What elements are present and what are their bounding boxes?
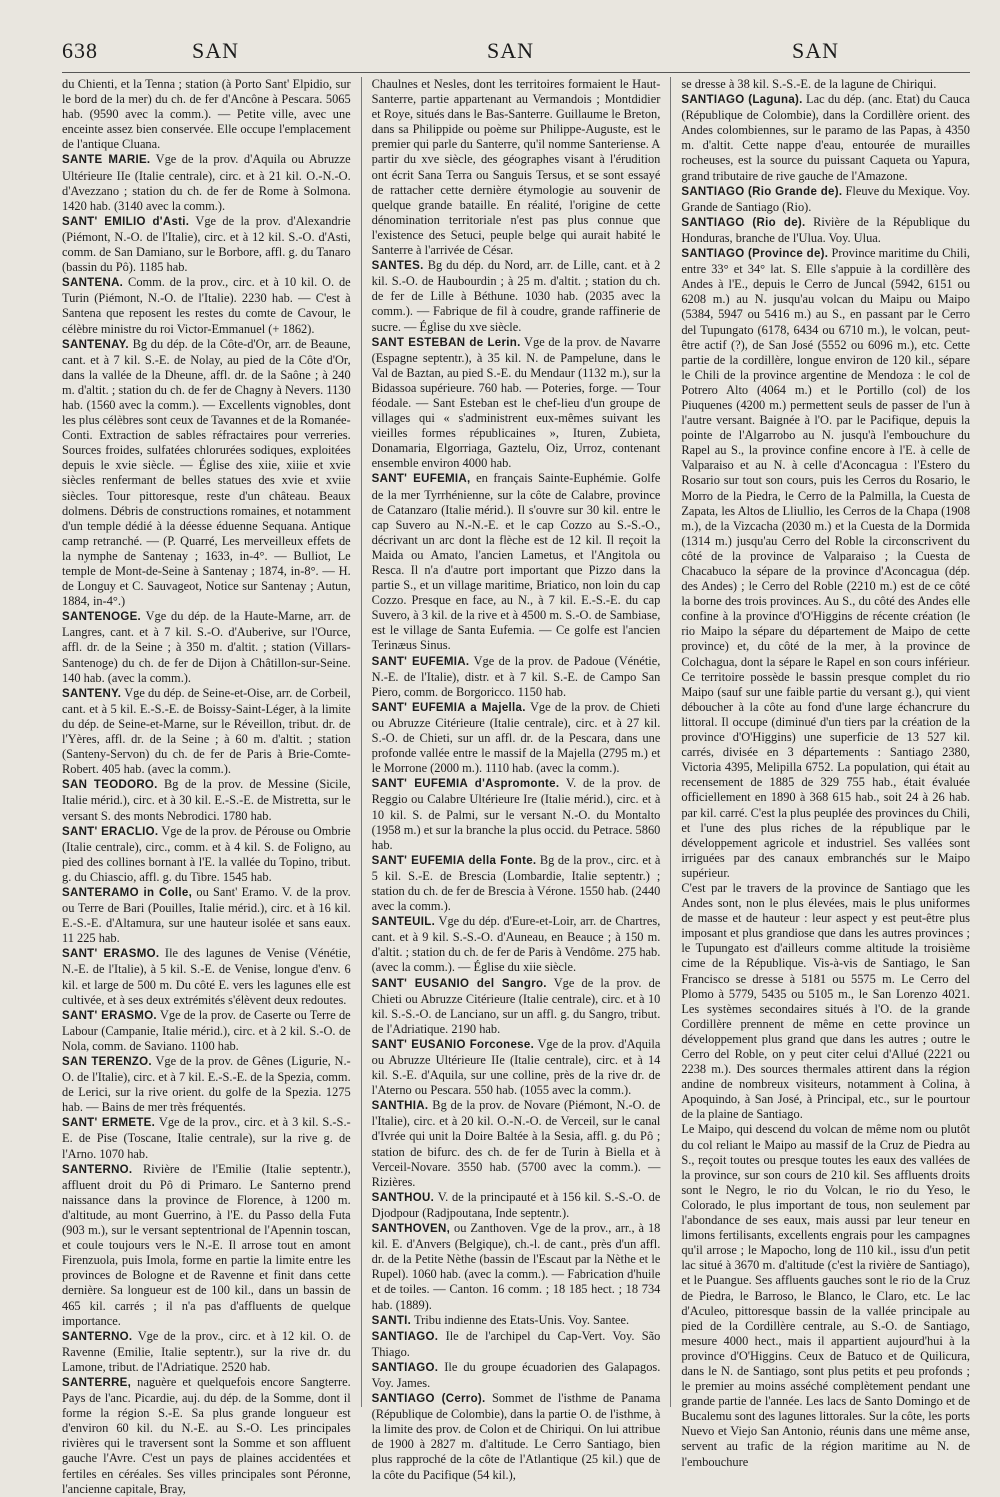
- entry-headword: SANTIAGO.: [371, 1361, 439, 1374]
- entry-headword: SANTIAGO (Rio de).: [681, 216, 806, 229]
- dictionary-entry: [372, 853, 661, 914]
- entry-headword: SANTIAGO (Rio Grande de).: [681, 185, 843, 198]
- entry-headword: SAN TERENZO.: [62, 1056, 152, 1068]
- entry-text: Bg de la prov., circ. et à 5 kil. S.-E. de Brescia (Lombardie, Italie septentr.) ; station du ch. de fer de Brescia à Vérone. 1550 hab. (2440 avec la comm.).: [371, 852, 661, 914]
- entry-headword: SANTENAY.: [62, 338, 129, 351]
- entry-headword: SANTHOU.: [371, 1191, 435, 1204]
- entry-text: Vge de la prov., circ. et à 3 kil. S.-S.-E. de Pise (Toscane, Italie centrale), sur la rive g. de l'Arno. 1070 hab.: [62, 1115, 351, 1161]
- dictionary-entry: [372, 700, 661, 776]
- running-head-left: SAN: [192, 38, 240, 63]
- entry-text: Vge du dép. de la Haute-Marne, arr. de Langres, cant. et à 7 kil. S.-O. d'Auberive, sur l'Ource, affl. dr. de la Seine ; à 350 m. d'altit. ; station (Villars-Santenoge) du ch. de fer de Dijon à Châtillon-sur-Seine. 140 hab. (avec la comm.).: [62, 609, 351, 685]
- column-divider: [670, 77, 671, 1407]
- entry-text: Vge de la prov., circ. et à 12 kil. O. de Ravenne (Emilie, Italie septentr.), sur la rive dr. du Lamone, tribut. de l'Adriatique. 2520 hab.: [62, 1328, 351, 1374]
- entry-headword: SANTE MARIE.: [62, 154, 151, 167]
- entry-headword: SANTEUIL.: [371, 916, 436, 929]
- entry-headword: SANTERNO.: [62, 1163, 133, 1176]
- dictionary-entry: [62, 885, 351, 946]
- dictionary-entry: [62, 1008, 351, 1054]
- dictionary-entry: [62, 824, 351, 885]
- entry-headword: SANTIAGO (Province de).: [681, 248, 829, 261]
- entry-text: V. de la principauté et à 156 kil. S.-S.-O. de Djodpour (Radjpoutana, Inde septentr.).: [371, 1189, 661, 1220]
- entry-headword: SANT' EUSANIO Forconese.: [371, 1038, 535, 1051]
- page-number: 638: [62, 38, 98, 63]
- dictionary-entry: [62, 777, 351, 823]
- entry-headword: SANT' EUFEMIA della Fonte.: [371, 854, 537, 867]
- entry-text: Ile du groupe écuadorien des Galapagos. Voy. James.: [371, 1359, 661, 1390]
- dictionary-entry: [372, 1037, 661, 1098]
- entry-headword: SANTENY.: [62, 687, 122, 700]
- text-columns: [62, 77, 971, 1496]
- entry-text: Province maritime du Chili, entre 33° et 34° lat. S. Elle s'appuie à la cordillère des Andes à l'E., depuis le Cerro de Juncal (5942, 6151 ou 6208 m.) au N. jusqu'au volcan du Maipu ou Maipo (5384, 5947 ou 5416 m.) au S., en passant par le Cerro del Tupungato (6178, 6434 ou 6710 m.), le volcan, peut-être actif (?), de San José (5552 ou 6096 m.), etc. Cette partie de la cordillère, longue environ de 120 kil., sépare le Chili de la province argentine de Mendoza : le col de Potrero Alto (4064 m.) et le Portillo (col) de los Piuquenes (4200 m.) permettent seuls de passer de l'un à l'autre versant. Baignée à l'O. par le Pacifique, depuis la pointe de l'Algarrobo au N. jusqu'à l'embouchure du Rapel au S., la province confine encore à l'E. à celle de Valparaiso et au N. à celle d'Aconcagua : l'Estero du Rosario sur tout son cours, puis les Cerros du Rosario, le Morro de la Piedra, le Cerro de la Palmilla, la Cuesta de Zapata, les Altos de Lliullio, les Cerros de la Chapa (1908 m.), de la Vizcacha (2030 m.) et la Cuesta de la Dormida (1314 m.) jusqu'au Cerro del Roble la circonscrivent du côté de la province de Valparaiso ; la Cuesta de Chacabuco la sépare de la province d'Aconcagua (dép. des Andes) ; le Cerro del Roble (2210 m.) est de ce côté la borne des trois provinces. Au S., du côté des Andes elle confine à la province d'O'Higgins de récente création (le rio Maipo la sépare du département de Maipo de cette province) et, du côté de la mer, à la province de Colchagua, dont la sépare le Rapel en son cours inférieur. Ce territoire possède le bassin presque complet du rio Maipo (sauf sur une faible partie du versant g.), qui vient déboucher à la côte au fond d'une large échancrure du littoral. Il occupe (diminué d'un tiers par la création de la province d'O'Higgins) une superficie de 13 527 kil. carrés, divisée en 3 départements : Santiago 2380, Victoria 4395, Melipilla 6752. La population, qui était au recensement de 1885 de 329 755 hab., était évaluée officiellement en 1890 à 368 615 hab., soit 24 à 26 hab. par kil. carré. C'est la plus peuplée des provinces du Chili, et l'une des plus riches de la république par le développement agricole et industriel. Ses vallées sont irriguées par des canaux embranchés sur le Maipo supérieur.: [681, 246, 971, 880]
- entry-text: naguère et quelquefois encore Sangterre. Pays de l'anc. Picardie, auj. du dép. de la Somme, dont il forme la région S.-E. Sa plus grande longueur est d'environ 60 kil. du N.-E. au S.-O. Les principales rivières qui le traversent sont la Somme et son affluent gauche l'Avre. C'est un pays de plaines accidentées et fertiles en céréales. Ses villes principales sont Péronne, l'ancienne capitale, Bray,: [62, 1374, 351, 1496]
- dictionary-entry: [62, 686, 351, 778]
- dictionary-entry: [681, 215, 970, 246]
- dictionary-entry: [372, 776, 661, 852]
- entry-text: Chaulnes et Nesles, dont les territoires formaient le Haut-Santerre, partie appartenant au Vermandois ; Montdidier et Roye, situés dans le Bas-Santerre. Guillaume le Breton, dans sa Philippide ou poème sur Philippe-Auguste, est le premier qui parle du Santerre, qu'il nomme Santeriense. A partir du xve siècle, des géographes visant à l'érudition ont écrit Sana Terra ou Sanguis Tersus, et se sont essayé de rattacher cette dernière étymologie au souvenir de quelque grande bataille. En réalité, l'origine de cette dénomination territoriale n'est pas plus connue que l'existence des Setuci, peuple belge qui aurait habité le Santerre à l'arrivée de César.: [371, 77, 661, 258]
- entry-headword: SANT' EUFEMIA a Majella.: [371, 701, 526, 714]
- running-head-right: SAN: [792, 38, 840, 63]
- entry-text: Vge de la prov. de Chieti ou Abruzze Citérieure (Italie centrale), circ. et à 10 kil. S.-S.-O. de Lanciano, sur un affl. g. du Sangro, tribut. de l'Adriatique. 2190 hab.: [371, 975, 661, 1036]
- entry-text: Vge de la prov. de Padoue (Vénétie, N.-E. de l'Italie), distr. et à 7 kil. S.-E. de Campo San Piero, comm. de Borgoricco. 1150 hab.: [371, 653, 661, 699]
- dictionary-entry: [62, 1162, 351, 1329]
- entry-headword: SANT' ERMETE.: [62, 1117, 156, 1130]
- running-head-center: SAN: [487, 38, 535, 63]
- dictionary-entry: [372, 654, 661, 700]
- entry-text: Bg du dép. du Nord, arr. de Lille, cant. et à 2 kil. S.-O. de Haubourdin ; à 25 m. d'altit. ; station du ch. de fer de Lille à Béthune. 1030 hab. (2035 avec la comm.). — Fabrique de fil à coudre, grande raffinerie de sucre. — Église du xve siècle.: [371, 258, 661, 334]
- dictionary-entry: [372, 914, 661, 975]
- entry-text: Bg de la prov. de Messine (Sicile, Italie mérid.), circ. et à 30 kil. E.-S.-E. de Mistretta, sur le versant S. des monts Nebrodici. 1780 hab.: [62, 777, 351, 823]
- column-middle: [371, 77, 661, 1482]
- dictionary-entry: [681, 1122, 970, 1469]
- entry-headword: SANT' ERASMO.: [62, 1009, 157, 1022]
- dictionary-entry: [681, 881, 970, 1123]
- entry-text: Vge de la prov. de Navarre (Espagne septentr.), à 35 kil. N. de Pampelune, dans le Val de Baztan, au pied S.-E. du Mendaur (1132 m.), sur la Bidassoa supérieure. 760 hab. — Poteries, forge. — Tour féodale. — Sant Esteban est le chef-lieu d'un groupe de villages qui « s'administrent eux-mêmes suivant les vieilles formes républicaines », Ituren, Zubieta, Donamaria, Elgorriaga, Gaztelu, Oiz, Urroz, contenant ensemble environ 4000 hab.: [371, 334, 661, 471]
- entry-headword: SANTENA.: [62, 277, 124, 290]
- dictionary-entry: [681, 184, 970, 215]
- entry-text: ou Zanthoven. Vge de la prov., arr., à 18 kil. E. d'Anvers (Belgique), ch.-l. de cant., près d'un affl. dr. de la Petite Nèthe (bassin de l'Escaut par la Nèthe et le Rupel). 1060 hab. (avec la comm.). — Fabrication d'huile et de toiles. — Canton. 16 comm. ; 18 185 hect. ; 18 734 hab. (1889).: [371, 1221, 661, 1312]
- entry-headword: SANT' EUFEMIA d'Aspromonte.: [371, 778, 560, 791]
- dictionary-entry: [372, 1190, 661, 1221]
- dictionary-entry: [372, 335, 661, 472]
- dictionary-entry: [372, 258, 661, 334]
- dictionary-entry: [62, 214, 351, 275]
- dictionary-entry: [62, 1329, 351, 1375]
- entry-text: Fleuve du Mexique. Voy. Grande de Santiago (Rio).: [681, 183, 971, 214]
- entry-text: ou Sant' Eramo. V. de la prov. ou Terre de Bari (Pouilles, Italie mérid.), circ. et à 16 kil. E.-S.-E. d'Altamura, sur une hauteur isolée et sans eaux. 11 225 hab.: [62, 884, 351, 946]
- entry-text: Vge de la prov. de Pérouse ou Ombrie (Italie centrale), circ., comm. et à 4 kil. S. de Foligno, au pied des collines bornant à l'E. la vallée du Topino, tribut. g. du Chiascio, affl. g. du Tibre. 1545 hab.: [62, 823, 351, 884]
- entry-headword: SANT' EUSANIO del Sangro.: [371, 977, 547, 990]
- entry-text: se dresse à 38 kil. S.-S.-E. de la lagune de Chiriqui.: [681, 77, 937, 91]
- dictionary-entry: [372, 1391, 661, 1483]
- dictionary-entry: [372, 1313, 661, 1329]
- entry-headword: SAN TEODORO.: [62, 779, 158, 792]
- entry-headword: SANTI.: [371, 1314, 412, 1327]
- entry-headword: SANTIAGO.: [371, 1330, 439, 1343]
- entry-headword: SANTERNO.: [62, 1330, 133, 1343]
- entry-text: Rivière de l'Emilie (Italie septentr.), affluent droit du Pô di Primaro. Le Santerno prend naissance dans la province de Florence, à 1200 m. d'altitude, au mont Guerrino, à l'E. du Passo della Futa (903 m.), sur le versant septentrional de l'Apennin toscan, et coule toujours vers le N.-E. Il arrose tout en amont Firenzuola, puis Imola, forme en partie la limite entre les provinces de Bologne et de Ravenne et finit dans cette dernière. Sa longueur est de 100 kil., dans un bassin de 465 kil. carrés ; il n'a pas d'affluents de quelque importance.: [62, 1161, 351, 1328]
- entry-headword: SANT' EUFEMIA.: [371, 655, 470, 668]
- dictionary-entry: [62, 77, 351, 152]
- entry-headword: SANTIAGO (Cerro).: [371, 1393, 486, 1406]
- entry-headword: SANTERAMO in Colle,: [62, 886, 193, 899]
- entry-text: Vge de la prov. d'Aquila ou Abruzze Ultérieure IIe (Italie centrale), circ. et à 14 kil. S.-E. d'Aquila, sur une colline, près de la rive dr. de l'Aterno ou Pescara. 550 hab. (1055 avec la comm.).: [371, 1036, 661, 1098]
- dictionary-entry: [372, 77, 661, 258]
- entry-headword: SANT' ERACLIO.: [62, 825, 159, 838]
- entry-text: Vge du dép. d'Eure-et-Loir, arr. de Chartres, cant. et à 9 kil. S.-S.-O. d'Auneau, en Beauce ; à 150 m. d'altit. ; station du ch. de fer de Paris à Vendôme. 275 hab. (avec la comm.). — Église du xiie siècle.: [371, 914, 661, 975]
- entry-text: Bg du dép. de la Côte-d'Or, arr. de Beaune, cant. et à 7 kil. S.-E. de Nolay, au pied de la Côte d'Or, dans la vallée de la Dheune, affl. dr. de la Saône ; à 240 m. d'altit. ; station du ch. de fer de Chagny à Nevers. 1130 hab. (1560 avec la comm.). — Excellents vignobles, dont les plus célèbres sont ceux de Tavannes et de la Romanée-Conti. Extraction de sables réfractaires pour verreries. Sources froides, sulfatées chlorurées sodiques, exploitées depuis le xvie siècle. — Église des xiie, xiiie et xvie siècles renfermant de belles statues des xvie et xviie siècles. Tour pittoresque, reste d'un château. Beaux dolmens. Débris de constructions romaines, et notamment d'un temple dédié à la déesse éduenne Sequana. Antique camp retranché. — (P. Quarré, Les merveilleux effets de la nymphe de Santenay ; 1633, in-4°. — Bulliot, Le temple de Mont-de-Seine à Santenay ; 1874, in-8°. — H. de Longuy et C. Sauvageot, Notice sur Santenay ; Autun, 1884, in-4°.): [62, 336, 351, 609]
- column-left: [62, 77, 351, 1496]
- dictionary-entry: [62, 337, 351, 610]
- entry-text: Vge de la prov. d'Alexandrie (Piémont, N.-O. de l'Italie), circ. et à 12 kil. S.-O. d'Asti, comm. de San Damiano, sur le Borbore, affl. g. du Tanaro (bassin du Pô). 1185 hab.: [62, 213, 351, 275]
- entry-headword: SANTERRE,: [62, 1376, 132, 1389]
- entry-headword: SANTENOGE.: [62, 611, 142, 624]
- entry-headword: SANTHIA.: [371, 1100, 429, 1113]
- entry-text: C'est par le travers de la province de Santiago que les Andes sont, non le plus élevées, mais le plus uniformes de masse et de hauteur : leur aspect y est peut-être plus imposant et plus grandiose que dans les autres provinces ; le Tupungato est d'ailleurs comme altitude la troisième cime de la République. Vis-à-vis de Santiago, le San Francisco se dresse à 5181 ou 5575 m. Le Cerro del Plomo à 5779, 5435 ou 5105 m., le San Lorenzo 4021. Les systèmes secondaires situés à l'O. de la grande Cordillère prennent de même en cette province un développement plus grand que dans les autres ; outre le Cerro del Roble, on y peut citer celui d'Allué (2221 ou 2238 m.). Des sources thermales attirent dans la région andine de nombreux visiteurs, notamment à Colina, à Apoquindo, à San José, à Principal, etc., sur le pourtour de la plaine de Santiago.: [681, 880, 971, 1122]
- dictionary-entry: [62, 609, 351, 685]
- entry-headword: SANT' EMILIO d'Asti.: [62, 215, 190, 228]
- dictionary-entry: [62, 1054, 351, 1115]
- dictionary-entry: [62, 1375, 351, 1497]
- entry-text: Le Maipo, qui descend du volcan de même nom ou plutôt du col reliant le Maipo au massif de la Cruz de Piedra au S., reçoit toutes ou presque toutes les eaux des vallées de la province, sur son cours de 210 kil. Ses affluents droits sont le Negro, le rio du Volcan, le rio du Yeso, le Colorado, le plus important de tous, non seulement par l'abondance de ses eaux, mais aussi par leur teneur en limons fertilisants, excellents engrais pour les campagnes qu'il arrose ; le Mapocho, long de 110 kil., issu d'un petit lac situé à 3670 m. d'altitude (c'est la rivière de Santiago), et le Puangue. Ses affluents gauches sont le rio de la Cruz de Piedra, le Barroso, le Blanco, le Claro, etc. Le lac d'Aculeo, pittoresque bassin de la vallée principale au pied de la Cordillère centrale, au S.-O. de Santiago, mesure 4000 hect., mais il appartient aujourd'hui à la province d'O'Higgins. Ceux de Batuco et de Quilicura, dans le N. de Santiago, sont plus petits et peu profonds ; le premier au moins asséché complètement pendant une grande partie de l'année. Les lacs de Santo Domingo et de Bucalemu sont des lagunes littorales. Sur la côte, les ports Nuevo et Viejo San Antonio, réunis dans une même anse, servent au trafic de la région maritime au N. de l'embouchure: [681, 1122, 971, 1469]
- entry-headword: SANT' ERASMO.: [62, 948, 160, 961]
- entry-text: Bg de la prov. de Novare (Piémont, N.-O. de l'Italie), circ. et à 20 kil. O.-N.-O. de Verceil, sur le canal d'Ivrée qui unit la Doire Baltée à la Sesia, affl. g. du Pô ; station de bifurc. des ch. de fer de Turin à Biella et à Verceil-Novare. 3550 hab. (5700 avec la comm.). — Rizières.: [371, 1098, 661, 1189]
- column-divider: [361, 77, 362, 1407]
- entry-text: Vge de la prov. d'Aquila ou Abruzze Ultérieure IIe (Italie centrale), circ. et à 21 kil. O.-N.-O. d'Avezzano ; station du ch. de fer de Rome à Solmona. 1420 hab. (3140 avec la comm.).: [62, 152, 351, 213]
- entry-text: Vge de la prov. de Caserte ou Terre de Labour (Campanie, Italie mérid.), circ. et à 2 kil. S.-O. de Nola, comm. de Saviano. 1100 hab.: [62, 1007, 351, 1053]
- entry-headword: SANT ESTEBAN de Lerin.: [371, 336, 521, 349]
- dictionary-entry: [372, 471, 661, 653]
- dictionary-entry: [372, 1329, 661, 1360]
- entry-text: Ile des lagunes de Venise (Vénétie, N.-E. de l'Italie), à 5 kil. S.-E. de Venise, longue d'env. 6 kil. et large de 500 m. Du côté E. vers les lagunes elle est cultivée, et à ses deux extrémités s'élèvent deux redoutes.: [62, 946, 351, 1007]
- entry-text: du Chienti, et la Tenna ; station (à Porto Sant' Elpidio, sur le bord de la mer) du ch. de fer d'Ancône à Pescara. 5065 hab. (9590 avec la comm.). — Petite ville, avec une enceinte assez bien conservée. Elle occupe l'emplacement de l'antique Cluana.: [62, 77, 351, 152]
- dictionary-entry: [62, 1115, 351, 1161]
- dictionary-entry: [372, 1098, 661, 1190]
- dictionary-entry: [62, 152, 351, 213]
- page-header: [62, 38, 970, 72]
- entry-headword: SANTES.: [371, 260, 424, 273]
- entry-text: Sommet de l'isthme de Panama (République de Colombie), dans la partie O. de l'isthme, à la limite des prov. de Colon et de Chiriqui. On lui attribue de 1900 à 2827 m. d'altitude. Le Cerro Santiago, bien plus rapproché de la côte de l'Atlantique (25 kil.) que de la côte du Pacifique (54 kil.),: [371, 1391, 661, 1482]
- dictionary-entry: [372, 976, 661, 1037]
- entry-text: Tribu indienne des Etats-Unis. Voy. Santee.: [411, 1312, 630, 1327]
- entry-text: Vge de la prov. de Chieti ou Abruzze Citérieure (Italie centrale), circ. et à 27 kil. S.-O. de Chieti, sur un affl. dr. de la Pescara, dans une profonde vallée entre le massif de la Majella (2795 m.) et le Morrone (2000 m.). 1110 hab. (avec la comm.).: [371, 699, 661, 776]
- entry-text: Vge du dép. de Seine-et-Oise, arr. de Corbeil, cant. et à 5 kil. E.-S.-E. de Boissy-Saint-Léger, à la limite du dép. de Seine-et-Marne, sur le Réveillon, tribut. dr. de l'Yères, affl. dr. de la Seine ; à 60 m. d'altit. ; station (Santeny-Servon) du ch. de fer de Paris à Brie-Comte-Robert. 405 hab. (avec la comm.).: [62, 685, 351, 777]
- header-rule: [62, 72, 970, 73]
- dictionary-entry: [62, 275, 351, 336]
- entry-text: V. de la prov. de Reggio ou Calabre Ultérieure Ire (Italie mérid.), circ. et à 10 kil. S. de Palmi, sur le versant N.-O. du Montalto (1958 m.) et sur la branche la plus occid. du Petrace. 5860 hab.: [371, 776, 661, 852]
- entry-text: en français Sainte-Euphémie. Golfe de la mer Tyrrhénienne, sur la côte de Calabre, province de Catanzaro (Italie mérid.). Il s'ouvre sur 30 kil. entre le cap Suvero au N.-N.-E. et le cap Cozzo au S.-S.-O., décrivant un arc dont la flèche est de 12 kil. Il reçoit la Maida ou Amato, l'ancien Lametus, et l'Angitola ou Resca. Il n'a d'autre port important que Pizzo dans la partie S., et un village maritime, Briatico, non loin du cap Cozzo. Presque en face, au N., à 7 kil. E.-S.-E. du cap Suvero, à 3 kil. de la rive et à 4500 m. S.-O. de Sambiase, est le village de Santa Eufemia. — Ce golfe est l'ancien Terinæus Sinus.: [371, 471, 661, 653]
- dictionary-entry: [681, 246, 970, 881]
- dictionary-entry: [62, 946, 351, 1007]
- entry-text: Vge de la prov. de Gênes (Ligurie, N.-O. de l'Italie), circ. et à 7 kil. E.-S.-E. de la Spezia, comm. de Lerici, sur la rive orient. du golfe de la Spezia. 1275 hab. — Bains de mer très fréquentés.: [62, 1054, 351, 1115]
- entry-text: Lac du dép. (anc. Etat) du Cauca (République de Colombie), dans la Cordillère orient. des Andes colombiennes, sur le paramo de las Papas, à 4350 m. d'altit. Cette nappe d'eau, entourée de murailles rocheuses, est la source du puissant Caqueta ou Yapura, grand tributaire de rive gauche de l'Amazone.: [681, 92, 971, 183]
- entry-headword: SANTHOVEN,: [371, 1223, 451, 1236]
- entry-headword: SANT' EUFEMIA,: [371, 473, 471, 486]
- dictionary-entry: [681, 77, 970, 92]
- entry-text: Rivière de la République du Honduras, branche de l'Ulua. Voy. Ulua.: [681, 214, 970, 245]
- entry-headword: SANTIAGO (Laguna).: [681, 94, 803, 107]
- entry-text: Ile de l'archipel du Cap-Vert. Voy. São Thiago.: [371, 1328, 661, 1359]
- dictionary-entry: [372, 1221, 661, 1313]
- dictionary-entry: [372, 1360, 661, 1391]
- entry-text: Comm. de la prov., circ. et à 10 kil. O. de Turin (Piémont, N.-O. de l'Italie). 2230 hab. — C'est à Santena que reposent les restes du comte de Cavour, le célèbre ministre du roi Victor-Emmanuel (+ 1862).: [62, 275, 351, 336]
- dictionary-entry: [681, 92, 970, 184]
- column-right: [681, 77, 971, 1469]
